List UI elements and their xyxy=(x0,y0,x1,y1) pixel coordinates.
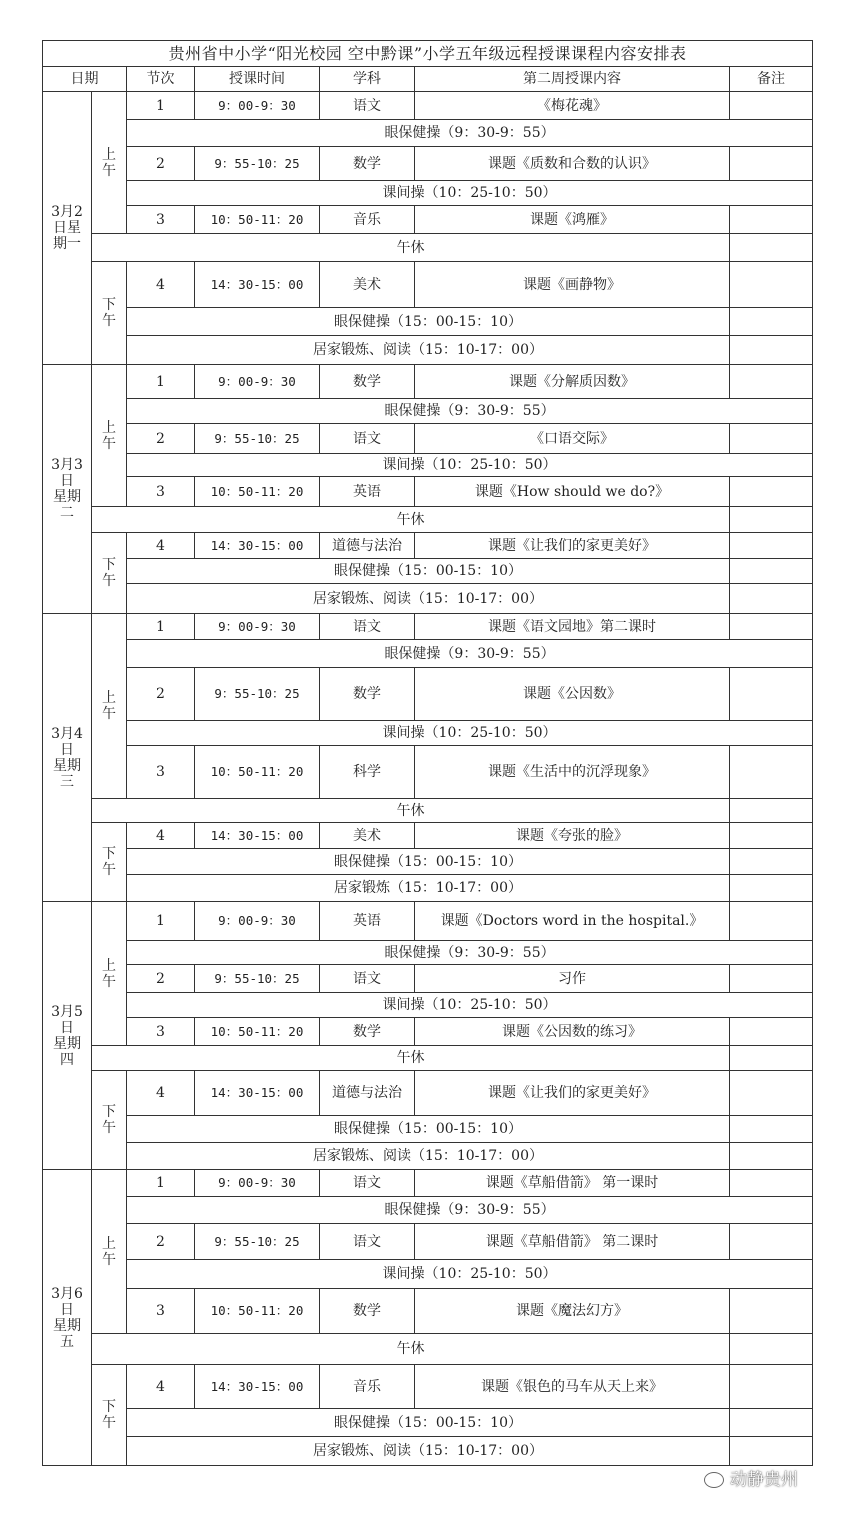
text-line: 三 xyxy=(60,773,74,790)
header-time: 授课时间 xyxy=(195,67,320,92)
lesson-content: 课题《画静物》 xyxy=(415,262,730,308)
remark-cell xyxy=(730,234,813,262)
period-number: 2 xyxy=(127,1224,195,1260)
class-time: 14：30-15：00 xyxy=(195,262,320,308)
remark-cell xyxy=(730,668,813,721)
table-row xyxy=(43,399,813,424)
table-row xyxy=(43,308,813,336)
table-row xyxy=(43,477,813,507)
morning-label xyxy=(92,92,127,234)
text-line: 3月4 xyxy=(51,725,83,742)
table-row xyxy=(43,120,813,147)
lesson-content: 课题《让我们的家更美好》 xyxy=(415,1071,730,1116)
text-line: 二 xyxy=(60,505,74,521)
watermark-text: 动静贵州 xyxy=(730,1470,798,1490)
header-remark: 备注 xyxy=(730,67,813,92)
table-row xyxy=(43,1116,813,1143)
remark-cell xyxy=(730,1143,813,1170)
text-line: 期一 xyxy=(53,236,81,252)
text-char: 上 xyxy=(102,146,116,163)
lunch-break: 午休 xyxy=(92,799,730,823)
class-time: 10：50-11：20 xyxy=(195,1018,320,1046)
text-char: 上 xyxy=(102,957,116,974)
remark-cell xyxy=(730,746,813,799)
class-time: 9：00-9：30 xyxy=(195,902,320,941)
table-row xyxy=(43,875,813,902)
remark-cell xyxy=(730,92,813,120)
table-row xyxy=(43,533,813,559)
remark-cell xyxy=(730,1170,813,1197)
remark-cell xyxy=(730,1224,813,1260)
class-time: 14：30-15：00 xyxy=(195,1071,320,1116)
text-line: 3月2 xyxy=(51,204,83,220)
eye-exercise-am: 眼保健操（9：30-9：55） xyxy=(127,941,813,965)
eye-exercise-pm: 眼保健操（15：00-15：10） xyxy=(127,1116,730,1143)
text-char: 下 xyxy=(102,297,116,313)
table-row xyxy=(43,584,813,614)
remark-cell xyxy=(730,1116,813,1143)
remark-cell xyxy=(730,614,813,640)
afternoon-label xyxy=(92,533,127,614)
class-time: 9：00-9：30 xyxy=(195,92,320,120)
remark-cell xyxy=(730,965,813,993)
table-row xyxy=(43,721,813,746)
class-time: 9：55-10：25 xyxy=(195,965,320,993)
lunch-break: 午休 xyxy=(92,507,730,533)
period-number: 1 xyxy=(127,1170,195,1197)
lesson-content: 课题《分解质因数》 xyxy=(415,365,730,399)
lesson-content: 《梅花魂》 xyxy=(415,92,730,120)
header-date: 日期 xyxy=(43,67,127,92)
day-date xyxy=(43,92,92,365)
subject: 英语 xyxy=(320,902,415,941)
subject: 语文 xyxy=(320,614,415,640)
table-row xyxy=(43,365,813,399)
remark-cell xyxy=(730,262,813,308)
lesson-content: 课题《魔法幻方》 xyxy=(415,1289,730,1334)
subject: 科学 xyxy=(320,746,415,799)
remark-cell xyxy=(730,147,813,181)
subject: 数学 xyxy=(320,365,415,399)
table-row xyxy=(43,1409,813,1437)
lunch-break: 午休 xyxy=(92,1334,730,1365)
text-char: 午 xyxy=(102,1120,116,1136)
table-row xyxy=(43,993,813,1018)
eye-exercise-am: 眼保健操（9：30-9：55） xyxy=(127,1197,813,1224)
class-time: 9：00-9：30 xyxy=(195,1170,320,1197)
afternoon-label xyxy=(92,1365,127,1466)
table-row xyxy=(43,424,813,454)
table-row xyxy=(43,92,813,120)
table-row xyxy=(43,965,813,993)
text-char: 上 xyxy=(102,419,116,436)
text-line: 四 xyxy=(60,1051,74,1068)
class-time: 10：50-11：20 xyxy=(195,477,320,507)
period-number: 4 xyxy=(127,1365,195,1409)
subject: 语文 xyxy=(320,1224,415,1260)
remark-cell xyxy=(730,365,813,399)
remark-cell xyxy=(730,849,813,875)
text-line: 3月3 xyxy=(51,457,83,473)
lunch-break: 午休 xyxy=(92,234,730,262)
lesson-content: 课题《公因数》 xyxy=(415,668,730,721)
recess-exercise: 课间操（10：25-10：50） xyxy=(127,1260,813,1289)
remark-cell xyxy=(730,559,813,584)
lesson-content: 课题《生活中的沉浮现象》 xyxy=(415,746,730,799)
subject: 数学 xyxy=(320,147,415,181)
text-char: 午 xyxy=(102,706,116,722)
eye-exercise-am: 眼保健操（9：30-9：55） xyxy=(127,640,813,668)
text-line: 星期 xyxy=(53,1035,81,1052)
period-number: 1 xyxy=(127,902,195,941)
table-row xyxy=(43,1224,813,1260)
table-row xyxy=(43,902,813,941)
period-number: 2 xyxy=(127,424,195,454)
text-line: 星期 xyxy=(53,489,81,505)
home-exercise: 居家锻炼、阅读（15：10-17：00） xyxy=(127,1143,730,1170)
table-row xyxy=(43,1260,813,1289)
subject: 美术 xyxy=(320,823,415,849)
text-char: 上 xyxy=(102,1235,116,1252)
lesson-content: 课题《让我们的家更美好》 xyxy=(415,533,730,559)
morning-label xyxy=(92,614,127,799)
text-line: 星期 xyxy=(53,1317,81,1334)
home-exercise: 居家锻炼、阅读（15：10-17：00） xyxy=(127,1437,730,1466)
table-row xyxy=(43,1289,813,1334)
remark-cell xyxy=(730,336,813,365)
wechat-icon xyxy=(704,1472,724,1488)
remark-cell xyxy=(730,308,813,336)
recess-exercise: 课间操（10：25-10：50） xyxy=(127,993,813,1018)
home-exercise: 居家锻炼（15：10-17：00） xyxy=(127,875,730,902)
class-time: 9：00-9：30 xyxy=(195,365,320,399)
table-row xyxy=(43,454,813,477)
subject: 数学 xyxy=(320,1018,415,1046)
lesson-content: 课题《草船借箭》 第一课时 xyxy=(415,1170,730,1197)
afternoon-label xyxy=(92,1071,127,1170)
subject: 音乐 xyxy=(320,206,415,234)
text-char: 午 xyxy=(102,862,116,878)
lesson-content: 课题《鸿雁》 xyxy=(415,206,730,234)
subject: 数学 xyxy=(320,1289,415,1334)
eye-exercise-am: 眼保健操（9：30-9：55） xyxy=(127,399,813,424)
day-date xyxy=(43,614,92,902)
subject: 语文 xyxy=(320,1170,415,1197)
period-number: 3 xyxy=(127,1289,195,1334)
text-char: 午 xyxy=(102,1415,116,1431)
subject: 美术 xyxy=(320,262,415,308)
subject: 音乐 xyxy=(320,1365,415,1409)
table-row xyxy=(43,823,813,849)
recess-exercise: 课间操（10：25-10：50） xyxy=(127,454,813,477)
table-row xyxy=(43,559,813,584)
lunch-break: 午休 xyxy=(92,1046,730,1071)
watermark xyxy=(704,1465,798,1490)
lesson-content: 课题《How should we do?》 xyxy=(415,477,730,507)
remark-cell xyxy=(730,1334,813,1365)
morning-label xyxy=(92,1170,127,1334)
remark-cell xyxy=(730,507,813,533)
lesson-content: 《口语交际》 xyxy=(415,424,730,454)
table-row xyxy=(43,1437,813,1466)
text-line: 日 xyxy=(60,473,74,489)
period-number: 3 xyxy=(127,206,195,234)
lesson-content: 课题《公因数的练习》 xyxy=(415,1018,730,1046)
period-number: 3 xyxy=(127,746,195,799)
lesson-content: 习作 xyxy=(415,965,730,993)
table-row xyxy=(43,1170,813,1197)
text-char: 下 xyxy=(102,557,116,573)
remark-cell xyxy=(730,584,813,614)
class-time: 14：30-15：00 xyxy=(195,823,320,849)
remark-cell xyxy=(730,1437,813,1466)
eye-exercise-pm: 眼保健操（15：00-15：10） xyxy=(127,849,730,875)
class-time: 9：55-10：25 xyxy=(195,147,320,181)
table-row xyxy=(43,640,813,668)
table-row xyxy=(43,336,813,365)
text-line: 五 xyxy=(60,1333,74,1350)
remark-cell xyxy=(730,1289,813,1334)
text-char: 上 xyxy=(102,690,116,706)
class-time: 9：55-10：25 xyxy=(195,1224,320,1260)
recess-exercise: 课间操（10：25-10：50） xyxy=(127,181,813,206)
class-time: 9：55-10：25 xyxy=(195,424,320,454)
morning-label xyxy=(92,902,127,1046)
remark-cell xyxy=(730,1018,813,1046)
text-line: 3月6 xyxy=(51,1285,83,1302)
table-row xyxy=(43,1143,813,1170)
remark-cell xyxy=(730,1046,813,1071)
period-number: 4 xyxy=(127,1071,195,1116)
table-row xyxy=(43,1046,813,1071)
table-row xyxy=(43,1365,813,1409)
table-row xyxy=(43,1197,813,1224)
eye-exercise-pm: 眼保健操（15：00-15：10） xyxy=(127,1409,730,1437)
class-time: 14：30-15：00 xyxy=(195,533,320,559)
day-date xyxy=(43,365,92,614)
period-number: 3 xyxy=(127,477,195,507)
remark-cell xyxy=(730,477,813,507)
class-time: 10：50-11：20 xyxy=(195,206,320,234)
home-exercise: 居家锻炼、阅读（15：10-17：00） xyxy=(127,584,730,614)
table-row xyxy=(43,941,813,965)
table-row xyxy=(43,849,813,875)
remark-cell xyxy=(730,424,813,454)
period-number: 4 xyxy=(127,533,195,559)
header-period: 节次 xyxy=(127,67,195,92)
text-char: 午 xyxy=(102,162,116,179)
period-number: 1 xyxy=(127,92,195,120)
remark-cell xyxy=(730,875,813,902)
subject: 语文 xyxy=(320,92,415,120)
table-row xyxy=(43,234,813,262)
period-number: 2 xyxy=(127,147,195,181)
text-char: 午 xyxy=(102,1251,116,1268)
table-row xyxy=(43,799,813,823)
afternoon-label xyxy=(92,262,127,365)
table-row xyxy=(43,746,813,799)
period-number: 4 xyxy=(127,823,195,849)
lesson-content: 课题《夸张的脸》 xyxy=(415,823,730,849)
table-row xyxy=(43,614,813,640)
remark-cell xyxy=(730,799,813,823)
class-time: 9：55-10：25 xyxy=(195,668,320,721)
text-line: 日 xyxy=(60,1019,74,1036)
period-number: 1 xyxy=(127,365,195,399)
table-row xyxy=(43,206,813,234)
day-date xyxy=(43,902,92,1170)
table-title: 贵州省中小学“阳光校园 空中黔课”小学五年级远程授课课程内容安排表 xyxy=(43,41,813,67)
remark-cell xyxy=(730,533,813,559)
class-time: 9：00-9：30 xyxy=(195,614,320,640)
lesson-content: 课题《质数和合数的认识》 xyxy=(415,147,730,181)
text-line: 日 xyxy=(60,1301,74,1318)
table-row xyxy=(43,147,813,181)
class-time: 10：50-11：20 xyxy=(195,1289,320,1334)
subject: 道德与法治 xyxy=(320,1071,415,1116)
eye-exercise-am: 眼保健操（9：30-9：55） xyxy=(127,120,813,147)
remark-cell xyxy=(730,1071,813,1116)
class-time: 10：50-11：20 xyxy=(195,746,320,799)
text-char: 下 xyxy=(102,1104,116,1120)
remark-cell xyxy=(730,1409,813,1437)
lesson-content: 课题《语文园地》第二课时 xyxy=(415,614,730,640)
table-row xyxy=(43,1071,813,1116)
period-number: 2 xyxy=(127,668,195,721)
subject: 数学 xyxy=(320,668,415,721)
text-char: 下 xyxy=(102,1399,116,1415)
day-date xyxy=(43,1170,92,1466)
table-row xyxy=(43,262,813,308)
table-row xyxy=(43,668,813,721)
text-char: 午 xyxy=(102,573,116,589)
eye-exercise-pm: 眼保健操（15：00-15：10） xyxy=(127,308,730,336)
subject: 语文 xyxy=(320,965,415,993)
table-row xyxy=(43,507,813,533)
remark-cell xyxy=(730,1365,813,1409)
period-number: 3 xyxy=(127,1018,195,1046)
remark-cell xyxy=(730,823,813,849)
lesson-content: 课题《Doctors word in the hospital.》 xyxy=(415,902,730,941)
eye-exercise-pm: 眼保健操（15：00-15：10） xyxy=(127,559,730,584)
morning-label xyxy=(92,365,127,507)
period-number: 4 xyxy=(127,262,195,308)
text-line: 日 xyxy=(60,741,74,758)
recess-exercise: 课间操（10：25-10：50） xyxy=(127,721,813,746)
lesson-content: 课题《草船借箭》 第二课时 xyxy=(415,1224,730,1260)
table-row xyxy=(43,1018,813,1046)
schedule-table xyxy=(42,40,813,1466)
header-content: 第二周授课内容 xyxy=(415,67,730,92)
table-row xyxy=(43,1334,813,1365)
remark-cell xyxy=(730,206,813,234)
remark-cell xyxy=(730,902,813,941)
subject: 道德与法治 xyxy=(320,533,415,559)
text-line: 日星 xyxy=(53,220,81,236)
afternoon-label xyxy=(92,823,127,902)
text-char: 午 xyxy=(102,435,116,452)
subject: 语文 xyxy=(320,424,415,454)
header-subject: 学科 xyxy=(320,67,415,92)
lesson-content: 课题《银色的马车从天上来》 xyxy=(415,1365,730,1409)
table-row xyxy=(43,181,813,206)
text-char: 下 xyxy=(102,846,116,862)
text-char: 午 xyxy=(102,313,116,329)
text-line: 3月5 xyxy=(51,1003,83,1020)
text-char: 午 xyxy=(102,973,116,990)
period-number: 1 xyxy=(127,614,195,640)
class-time: 14：30-15：00 xyxy=(195,1365,320,1409)
home-exercise: 居家锻炼、阅读（15：10-17：00） xyxy=(127,336,730,365)
period-number: 2 xyxy=(127,965,195,993)
text-line: 星期 xyxy=(53,757,81,774)
subject: 英语 xyxy=(320,477,415,507)
